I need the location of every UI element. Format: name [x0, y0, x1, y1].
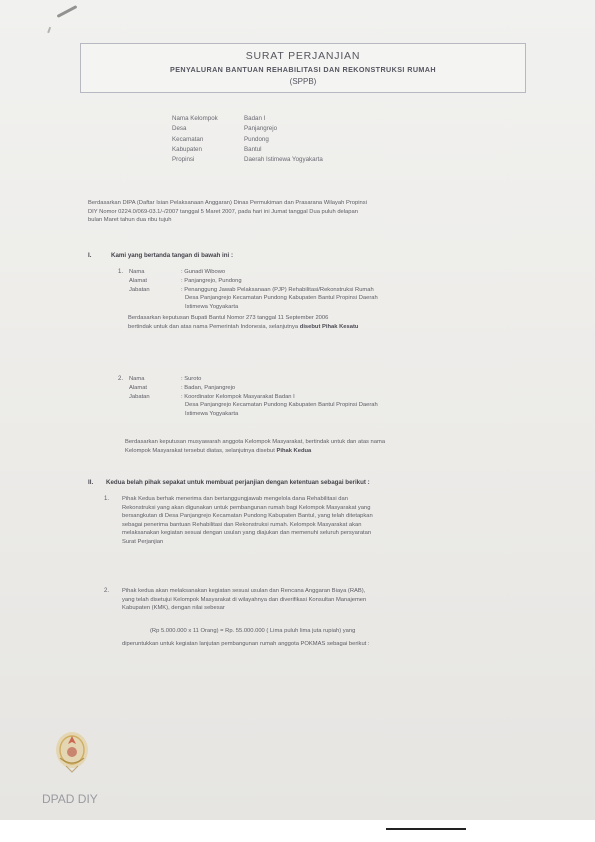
identity-row: Kecamatan Pundong [172, 135, 269, 143]
doc-title: SURAT PERJANJIAN [245, 50, 361, 62]
party-2-note: Berdasarkan keputusan musyawarah anggota Kelompok Masyarakat, bertindak untuk dan atas nama Kelompok Masyarakat tersebut diatas, selanjutnya disebut Pihak Kedua [125, 439, 386, 454]
scan-artifact [57, 5, 78, 18]
identity-row: Propinsi Daerah Istimewa Yogyakarta [172, 156, 323, 164]
bottom-rule [386, 828, 466, 830]
dpad-seal-icon [52, 728, 92, 774]
party-1-number: 1. [118, 269, 124, 275]
title-box [80, 43, 526, 93]
intro-paragraph: Berdasarkan DIPA (Daftar Isian Pelaksanaan Anggaran) Dinas Permukiman dan Prasarana Wilayah Propinsi DIY Nomor 0224.0/069-03.1/-/2007 tanggal 5 Maret 2007, pada hari ini Jumat tanggal Dua puluh delapan bulan Maret tahun dua ribu tujuh [88, 200, 367, 224]
party-1-note: Berdasarkan keputusan Bupati Bantul Nomor 273 tanggal 11 September 2006 bertindak untuk dan atas nama Pemerintah Indonesia, selanjutnya disebut Pihak Kesatu [128, 315, 359, 330]
section-2-number: II. [88, 479, 94, 486]
clause-1-number: 1. [104, 496, 110, 502]
doc-subtitle: PENYALURAN BANTUAN REHABILITASI DAN REKONSTRUKSI RUMAH [170, 65, 436, 74]
doc-abbr: (SPPB) [289, 77, 317, 86]
section-1-number: I. [88, 252, 92, 259]
clause-2-number: 2. [104, 588, 110, 594]
archive-watermark: DPAD DIY [42, 792, 98, 806]
party-1-details: Nama : Gunadi Wibowo Alamat : Panjangrejo, Pundong Jabatan : Penanggung Jawab Pelaksanaan (PJP) Rehabilitasi/Rekonstruksi Rumah Desa Panjangrejo Kecamatan Pundong Kabupaten Bantul Propinsi Daerah Istimewa Yogyakarta [129, 269, 378, 311]
clause-1-text: Pihak Kedua berhak menerima dan bertanggungjawab mengelola dana Rehabilitasi dan Rekonstruksi yang akan digunakan untuk pembangunan rumah bagi Kelompok Masyarakat yang bersangkutan di Desa Panjangrejo Kecamatan Pundong Kabupaten Bantul, yang telah ditetapkan sebagai penerima bantuan Rehabilitasi dan Rekonstruksi rumah. Kelompok Masyarakat akan melaksanakan kegiatan sesuai dengan usulan yang diajukan dan memenuhi seluruh persyaratan Surat Perjanjian [122, 496, 373, 545]
section-1-heading: Kami yang bertanda tangan di bawah ini : [111, 252, 234, 259]
clause-2-amount: (Rp 5.000.000 x 11 Orang) = Rp. 55.000.000 ( Lima puluh lima juta rupiah) yang [150, 628, 356, 634]
section-2-heading: Kedua belah pihak sepakat untuk membuat perjanjian dengan ketentuan sebagai berikut : [106, 479, 370, 486]
identity-row: Kabupaten Bantul [172, 145, 262, 153]
scan-artifact [47, 27, 57, 35]
party-2-details: Nama : Suroto Alamat : Badan, Panjangrejo Jabatan : Koordinator Kelompok Masyarakat Badan I Desa Panjangrejo Kecamatan Pundong Kabupaten Bantul Propinsi Daerah Istimewa Yogyakarta [129, 376, 378, 418]
clause-2-continuation: diperuntukkan untuk kegiatan lanjutan pembangunan rumah anggota POKMAS sebagai berikut : [122, 641, 370, 647]
identity-block [172, 114, 323, 165]
identity-row: Desa Panjangrejo [172, 125, 278, 133]
party-2-number: 2. [118, 376, 124, 382]
clause-2-text: Pihak kedua akan melaksanakan kegiatan sesuai usulan dan Rencana Anggaran Biaya (RAB), yang telah disetujui Kelompok Masyarakat di wilayahnya dan diverifikasi Konsultan Manajemen Kabupaten (KMK), dengan nilai sebesar [122, 588, 367, 612]
identity-row: Nama Kelompok Badan I [172, 115, 266, 122]
